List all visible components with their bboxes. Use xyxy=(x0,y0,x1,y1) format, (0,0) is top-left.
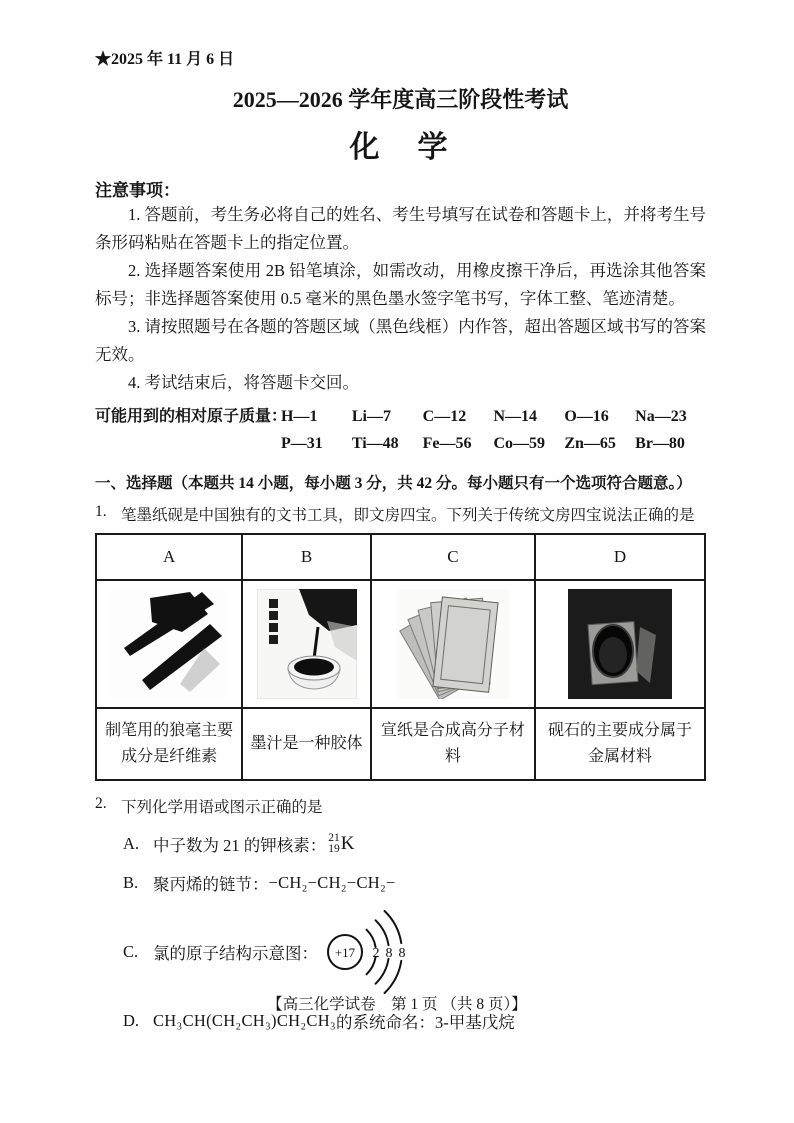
option-d-text: 的系统命名：3-甲基戊烷 xyxy=(335,1013,515,1032)
inkstone-photo xyxy=(568,589,672,699)
atomic-masses-label: 可能用到的相对原子质量： xyxy=(95,408,288,425)
exam-title: 2025—2026 学年度高三阶段性考试 xyxy=(232,87,569,112)
atomic-mass-item: Br—80 xyxy=(635,435,685,452)
table-cell-image-d xyxy=(535,580,705,708)
option-b-label: B. xyxy=(123,873,139,892)
polymer-chain-formula: −CH₂−CH₂−CH₂− xyxy=(268,873,396,892)
atomic-mass-item: O—16 xyxy=(564,408,609,425)
atomic-masses-spacer xyxy=(95,430,281,457)
compound-formula: CH₃CH(CH₂CH₃)CH₂CH₃ xyxy=(153,1011,336,1030)
table-caption-row xyxy=(96,708,705,780)
isotope-mass-number: 21 xyxy=(328,832,340,844)
question-2 xyxy=(95,795,706,817)
question-1-number: 1. xyxy=(95,503,107,520)
q2-option-b xyxy=(123,871,706,895)
table-header-row xyxy=(96,534,705,580)
notice-item-2: 2. 选择题答案使用 2B 铅笔填涂，如需改动，用橡皮擦干净后，再选涂其他答案标号；非选择题答案使用 0.5 毫米的黑色墨水签字笔书写，字体工整、笔迹清楚。 xyxy=(95,261,706,308)
option-a-label: A. xyxy=(123,834,140,853)
subject-title: 化 学 xyxy=(349,131,452,164)
table-header-d: D xyxy=(535,534,705,580)
q2-option-a xyxy=(123,832,706,856)
option-b-text: 聚丙烯的链节： xyxy=(153,875,269,894)
notice-item-4: 4. 考试结束后，将答题卡交回。 xyxy=(128,373,359,392)
option-caption-b: 墨汁是一种胶体 xyxy=(242,708,371,780)
question-2-text: 下列化学用语或图示正确的是 xyxy=(121,799,323,816)
isotope-numbers xyxy=(328,833,340,855)
atomic-mass-item: Co—59 xyxy=(493,435,546,452)
writing-brushes-photo xyxy=(110,590,228,698)
atomic-mass-item: Zn—65 xyxy=(564,435,616,452)
shell-1-upper-arc xyxy=(367,930,376,948)
atom-structure-diagram xyxy=(324,910,429,994)
shell-2-upper-arc xyxy=(376,920,389,945)
ink-pouring-photo xyxy=(257,589,357,699)
q1-options-table xyxy=(95,533,706,781)
inkstone-well xyxy=(599,637,627,673)
table-image-row xyxy=(96,580,705,708)
option-a-text: 中子数为 21 的钾核素： xyxy=(153,836,327,855)
question-2-number: 2. xyxy=(95,795,107,812)
xuan-paper-photo xyxy=(397,589,509,699)
option-d-label: D. xyxy=(123,1011,140,1030)
q2-option-c xyxy=(123,910,706,994)
option-caption-a: 制笔用的狼毫主要成分是纤维素 xyxy=(96,708,242,780)
table-header-c: C xyxy=(371,534,535,580)
atomic-mass-item: N—14 xyxy=(493,408,538,425)
option-c-label: C. xyxy=(123,942,139,961)
notice-item-1: 1. 答题前，考生务必将自己的姓名、考生号填写在试卷和答题卡上，并将考生号条形码粘贴在答题卡上的指定位置。 xyxy=(95,205,706,252)
atomic-mass-item: P—31 xyxy=(281,435,323,452)
date-line: ★2025 年 11 月 6 日 xyxy=(95,51,235,68)
isotope-proton-number: 19 xyxy=(328,843,340,855)
atomic-mass-item: Li—7 xyxy=(351,408,391,425)
atomic-mass-item: Ti—48 xyxy=(351,435,399,452)
shell-1-electron-count: 2 xyxy=(372,946,380,961)
shell-3-electron-count: 8 xyxy=(398,946,406,961)
ink-pool xyxy=(294,659,334,676)
option-c-text: 氯的原子结构示意图： xyxy=(153,944,318,963)
page-footer: 【高三化学试卷 第 1 页 （共 8 页）】 xyxy=(267,996,527,1013)
label-mark-4 xyxy=(269,635,278,644)
paper-sheet-front xyxy=(433,597,498,692)
option-caption-c: 宣纸是合成高分子材料 xyxy=(371,708,535,780)
table-header-b: B xyxy=(242,534,371,580)
section-1-heading: 一、选择题（本题共 14 小题，每小题 3 分，共 42 分。每小题只有一个选项符合题意。） xyxy=(95,475,692,492)
atomic-mass-item: Na—23 xyxy=(635,408,687,425)
table-cell-image-b xyxy=(242,580,371,708)
table-cell-image-c xyxy=(371,580,535,708)
notice-heading: 注意事项： xyxy=(95,181,180,200)
shell-2-electron-count: 8 xyxy=(385,946,393,961)
atomic-mass-item: Fe—56 xyxy=(422,435,472,452)
table-header-a: A xyxy=(96,534,242,580)
question-1-text: 笔墨纸砚是中国独有的文书工具，即文房四宝。下列关于传统文房四宝说法正确的是 xyxy=(121,507,695,524)
notice-item-3: 3. 请按照题号在各题的答题区域（黑色线框）内作答，超出答题区域书写的答案无效。 xyxy=(95,317,706,364)
isotope-element-symbol: K xyxy=(340,833,355,854)
shell-2-lower-arc xyxy=(376,959,389,984)
option-caption-d: 砚石的主要成分属于金属材料 xyxy=(535,708,705,780)
label-mark-2 xyxy=(269,611,278,620)
atomic-masses-block xyxy=(95,403,706,457)
isotope-notation xyxy=(328,833,354,855)
question-1 xyxy=(95,503,706,525)
table-cell-image-a xyxy=(96,580,242,708)
atomic-mass-item: C—12 xyxy=(422,408,467,425)
atomic-mass-item: H—1 xyxy=(281,408,318,425)
nucleus-charge-label: +17 xyxy=(334,945,356,960)
label-mark-1 xyxy=(269,599,278,608)
label-mark-3 xyxy=(269,623,278,632)
